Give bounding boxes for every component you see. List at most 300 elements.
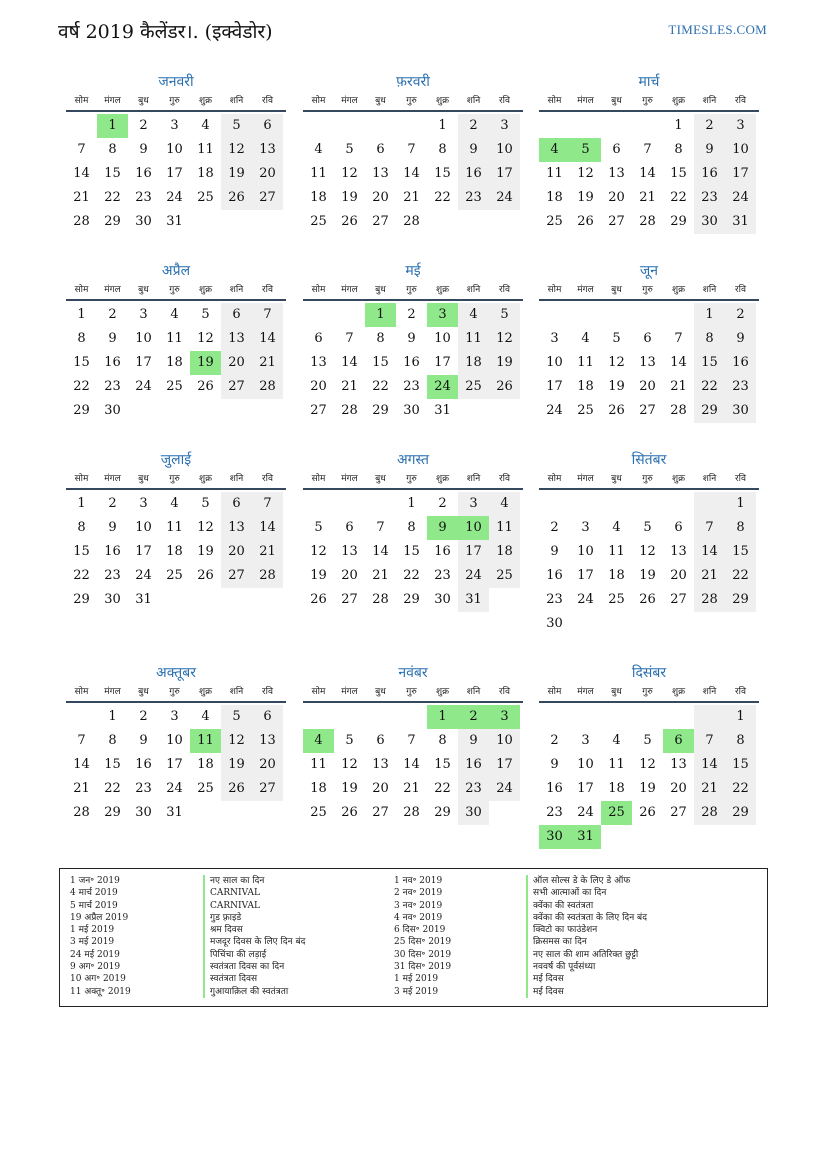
day-cell[interactable]: 23 xyxy=(135,781,152,796)
day-cell[interactable]: 28 xyxy=(694,588,725,612)
day-cell[interactable]: 28 xyxy=(73,805,90,820)
day-cell[interactable]: 14 xyxy=(252,516,283,540)
holiday-day-cell[interactable]: 25 xyxy=(601,801,632,825)
day-cell[interactable]: 11 xyxy=(577,355,594,370)
day-cell[interactable]: 5 xyxy=(201,496,210,511)
day-cell[interactable]: 18 xyxy=(166,355,183,370)
day-cell[interactable]: 6 xyxy=(612,142,621,157)
day-cell[interactable]: 26 xyxy=(639,805,656,820)
day-cell[interactable]: 22 xyxy=(670,190,687,205)
day-cell[interactable]: 28 xyxy=(403,214,420,229)
day-cell[interactable]: 15 xyxy=(403,544,420,559)
day-cell[interactable]: 1 xyxy=(725,705,756,729)
day-cell[interactable]: 3 xyxy=(139,307,148,322)
day-cell[interactable]: 4 xyxy=(489,492,520,516)
day-cell[interactable]: 9 xyxy=(458,138,489,162)
day-cell[interactable]: 6 xyxy=(221,303,252,327)
day-cell[interactable]: 2 xyxy=(407,307,416,322)
day-cell[interactable]: 18 xyxy=(608,781,625,796)
day-cell[interactable]: 25 xyxy=(310,214,327,229)
day-cell[interactable]: 20 xyxy=(639,379,656,394)
day-cell[interactable]: 8 xyxy=(674,142,683,157)
day-cell[interactable]: 19 xyxy=(341,190,358,205)
day-cell[interactable]: 13 xyxy=(341,544,358,559)
day-cell[interactable]: 31 xyxy=(135,592,152,607)
day-cell[interactable]: 13 xyxy=(310,355,327,370)
day-cell[interactable]: 11 xyxy=(489,516,520,540)
day-cell[interactable]: 30 xyxy=(546,616,563,631)
day-cell[interactable]: 17 xyxy=(135,544,152,559)
day-cell[interactable]: 27 xyxy=(252,186,283,210)
day-cell[interactable]: 27 xyxy=(372,214,389,229)
day-cell[interactable]: 18 xyxy=(608,568,625,583)
day-cell[interactable]: 19 xyxy=(639,781,656,796)
day-cell[interactable]: 26 xyxy=(489,375,520,399)
holiday-day-cell[interactable]: 9 xyxy=(427,516,458,540)
day-cell[interactable]: 7 xyxy=(77,142,86,157)
day-cell[interactable]: 19 xyxy=(639,568,656,583)
day-cell[interactable]: 29 xyxy=(372,403,389,418)
day-cell[interactable]: 13 xyxy=(221,327,252,351)
day-cell[interactable]: 3 xyxy=(581,520,590,535)
day-cell[interactable]: 10 xyxy=(166,733,183,748)
day-cell[interactable]: 25 xyxy=(166,568,183,583)
day-cell[interactable]: 20 xyxy=(670,781,687,796)
day-cell[interactable]: 22 xyxy=(104,190,121,205)
day-cell[interactable]: 25 xyxy=(166,379,183,394)
day-cell[interactable]: 20 xyxy=(341,568,358,583)
day-cell[interactable]: 16 xyxy=(135,166,152,181)
day-cell[interactable]: 16 xyxy=(694,162,725,186)
day-cell[interactable]: 5 xyxy=(345,142,354,157)
day-cell[interactable]: 2 xyxy=(694,114,725,138)
day-cell[interactable]: 17 xyxy=(434,355,451,370)
day-cell[interactable]: 16 xyxy=(546,781,563,796)
day-cell[interactable]: 11 xyxy=(166,331,183,346)
day-cell[interactable]: 24 xyxy=(577,805,594,820)
day-cell[interactable]: 13 xyxy=(372,166,389,181)
day-cell[interactable]: 9 xyxy=(407,331,416,346)
day-cell[interactable]: 15 xyxy=(73,544,90,559)
day-cell[interactable]: 23 xyxy=(135,190,152,205)
day-cell[interactable]: 22 xyxy=(434,781,451,796)
holiday-day-cell[interactable]: 30 xyxy=(539,825,570,849)
day-cell[interactable]: 9 xyxy=(725,327,756,351)
day-cell[interactable]: 11 xyxy=(166,520,183,535)
day-cell[interactable]: 25 xyxy=(546,214,563,229)
day-cell[interactable]: 1 xyxy=(407,496,416,511)
day-cell[interactable]: 1 xyxy=(108,709,117,724)
day-cell[interactable]: 20 xyxy=(252,753,283,777)
day-cell[interactable]: 7 xyxy=(376,520,385,535)
holiday-day-cell[interactable]: 3 xyxy=(427,303,458,327)
day-cell[interactable]: 4 xyxy=(314,142,323,157)
day-cell[interactable]: 8 xyxy=(438,142,447,157)
day-cell[interactable]: 14 xyxy=(372,544,389,559)
day-cell[interactable]: 12 xyxy=(221,138,252,162)
day-cell[interactable]: 28 xyxy=(372,592,389,607)
day-cell[interactable]: 30 xyxy=(135,214,152,229)
day-cell[interactable]: 28 xyxy=(252,564,283,588)
day-cell[interactable]: 7 xyxy=(77,733,86,748)
day-cell[interactable]: 25 xyxy=(577,403,594,418)
day-cell[interactable]: 10 xyxy=(489,138,520,162)
day-cell[interactable]: 28 xyxy=(73,214,90,229)
day-cell[interactable]: 24 xyxy=(546,403,563,418)
day-cell[interactable]: 27 xyxy=(252,777,283,801)
day-cell[interactable]: 19 xyxy=(608,379,625,394)
day-cell[interactable]: 22 xyxy=(694,375,725,399)
holiday-day-cell[interactable]: 3 xyxy=(489,705,520,729)
day-cell[interactable]: 12 xyxy=(341,757,358,772)
day-cell[interactable]: 21 xyxy=(403,781,420,796)
day-cell[interactable]: 19 xyxy=(221,162,252,186)
day-cell[interactable]: 10 xyxy=(725,138,756,162)
day-cell[interactable]: 17 xyxy=(546,379,563,394)
day-cell[interactable]: 27 xyxy=(372,805,389,820)
day-cell[interactable]: 30 xyxy=(403,403,420,418)
holiday-day-cell[interactable]: 1 xyxy=(97,114,128,138)
day-cell[interactable]: 26 xyxy=(310,592,327,607)
day-cell[interactable]: 10 xyxy=(135,331,152,346)
day-cell[interactable]: 8 xyxy=(108,733,117,748)
day-cell[interactable]: 2 xyxy=(438,496,447,511)
day-cell[interactable]: 4 xyxy=(201,709,210,724)
day-cell[interactable]: 7 xyxy=(252,492,283,516)
day-cell[interactable]: 16 xyxy=(135,757,152,772)
day-cell[interactable]: 28 xyxy=(403,805,420,820)
day-cell[interactable]: 24 xyxy=(489,777,520,801)
day-cell[interactable]: 13 xyxy=(252,138,283,162)
day-cell[interactable]: 16 xyxy=(104,355,121,370)
day-cell[interactable]: 8 xyxy=(108,142,117,157)
day-cell[interactable]: 12 xyxy=(341,166,358,181)
day-cell[interactable]: 29 xyxy=(104,214,121,229)
day-cell[interactable]: 7 xyxy=(345,331,354,346)
day-cell[interactable]: 12 xyxy=(577,166,594,181)
day-cell[interactable]: 11 xyxy=(458,327,489,351)
day-cell[interactable]: 16 xyxy=(458,753,489,777)
day-cell[interactable]: 24 xyxy=(166,781,183,796)
day-cell[interactable]: 29 xyxy=(73,592,90,607)
holiday-day-cell[interactable]: 5 xyxy=(570,138,601,162)
day-cell[interactable]: 1 xyxy=(674,118,683,133)
day-cell[interactable]: 24 xyxy=(135,379,152,394)
holiday-day-cell[interactable]: 31 xyxy=(570,825,601,849)
day-cell[interactable]: 19 xyxy=(489,351,520,375)
day-cell[interactable]: 9 xyxy=(694,138,725,162)
day-cell[interactable]: 16 xyxy=(725,351,756,375)
day-cell[interactable]: 2 xyxy=(139,709,148,724)
day-cell[interactable]: 3 xyxy=(458,492,489,516)
holiday-day-cell[interactable]: 11 xyxy=(190,729,221,753)
day-cell[interactable]: 26 xyxy=(197,568,214,583)
day-cell[interactable]: 21 xyxy=(639,190,656,205)
holiday-day-cell[interactable]: 10 xyxy=(458,516,489,540)
day-cell[interactable]: 5 xyxy=(345,733,354,748)
day-cell[interactable]: 8 xyxy=(438,733,447,748)
day-cell[interactable]: 10 xyxy=(577,757,594,772)
day-cell[interactable]: 17 xyxy=(166,757,183,772)
day-cell[interactable]: 8 xyxy=(77,520,86,535)
day-cell[interactable]: 17 xyxy=(489,753,520,777)
day-cell[interactable]: 18 xyxy=(197,757,214,772)
day-cell[interactable]: 21 xyxy=(252,540,283,564)
day-cell[interactable]: 12 xyxy=(639,757,656,772)
day-cell[interactable]: 25 xyxy=(197,781,214,796)
day-cell[interactable]: 17 xyxy=(725,162,756,186)
day-cell[interactable]: 27 xyxy=(670,592,687,607)
day-cell[interactable]: 9 xyxy=(139,733,148,748)
day-cell[interactable]: 7 xyxy=(407,733,416,748)
day-cell[interactable]: 23 xyxy=(725,375,756,399)
day-cell[interactable]: 7 xyxy=(674,331,683,346)
day-cell[interactable]: 7 xyxy=(643,142,652,157)
day-cell[interactable]: 27 xyxy=(639,403,656,418)
day-cell[interactable]: 19 xyxy=(197,544,214,559)
day-cell[interactable]: 8 xyxy=(694,327,725,351)
day-cell[interactable]: 28 xyxy=(639,214,656,229)
brand-link[interactable]: TIMESLES.COM xyxy=(668,22,767,37)
day-cell[interactable]: 15 xyxy=(725,753,756,777)
day-cell[interactable]: 7 xyxy=(694,516,725,540)
day-cell[interactable]: 12 xyxy=(221,729,252,753)
day-cell[interactable]: 18 xyxy=(458,351,489,375)
day-cell[interactable]: 13 xyxy=(608,166,625,181)
day-cell[interactable]: 5 xyxy=(643,733,652,748)
day-cell[interactable]: 20 xyxy=(608,190,625,205)
day-cell[interactable]: 3 xyxy=(725,114,756,138)
day-cell[interactable]: 8 xyxy=(407,520,416,535)
day-cell[interactable]: 20 xyxy=(310,379,327,394)
day-cell[interactable]: 23 xyxy=(546,592,563,607)
day-cell[interactable]: 6 xyxy=(221,492,252,516)
day-cell[interactable]: 25 xyxy=(608,592,625,607)
day-cell[interactable]: 14 xyxy=(403,166,420,181)
day-cell[interactable]: 11 xyxy=(546,166,563,181)
day-cell[interactable]: 29 xyxy=(725,801,756,825)
day-cell[interactable]: 28 xyxy=(694,801,725,825)
day-cell[interactable]: 23 xyxy=(104,379,121,394)
day-cell[interactable]: 13 xyxy=(670,757,687,772)
day-cell[interactable]: 3 xyxy=(170,709,179,724)
day-cell[interactable]: 17 xyxy=(577,781,594,796)
day-cell[interactable]: 23 xyxy=(434,568,451,583)
day-cell[interactable]: 4 xyxy=(581,331,590,346)
day-cell[interactable]: 18 xyxy=(546,190,563,205)
day-cell[interactable]: 29 xyxy=(104,805,121,820)
day-cell[interactable]: 25 xyxy=(458,375,489,399)
day-cell[interactable]: 12 xyxy=(639,544,656,559)
day-cell[interactable]: 22 xyxy=(434,190,451,205)
day-cell[interactable]: 6 xyxy=(643,331,652,346)
day-cell[interactable]: 17 xyxy=(489,162,520,186)
day-cell[interactable]: 23 xyxy=(694,186,725,210)
day-cell[interactable]: 10 xyxy=(434,331,451,346)
day-cell[interactable]: 15 xyxy=(372,355,389,370)
day-cell[interactable]: 8 xyxy=(725,516,756,540)
holiday-day-cell[interactable]: 4 xyxy=(303,729,334,753)
day-cell[interactable]: 14 xyxy=(73,757,90,772)
day-cell[interactable]: 3 xyxy=(550,331,559,346)
day-cell[interactable]: 14 xyxy=(341,355,358,370)
day-cell[interactable]: 21 xyxy=(403,190,420,205)
day-cell[interactable]: 10 xyxy=(546,355,563,370)
day-cell[interactable]: 4 xyxy=(612,733,621,748)
day-cell[interactable]: 20 xyxy=(372,781,389,796)
day-cell[interactable]: 16 xyxy=(403,355,420,370)
day-cell[interactable]: 22 xyxy=(73,568,90,583)
day-cell[interactable]: 15 xyxy=(725,540,756,564)
day-cell[interactable]: 19 xyxy=(310,568,327,583)
day-cell[interactable]: 3 xyxy=(170,118,179,133)
day-cell[interactable]: 9 xyxy=(458,729,489,753)
holiday-day-cell[interactable]: 6 xyxy=(663,729,694,753)
day-cell[interactable]: 14 xyxy=(694,753,725,777)
day-cell[interactable]: 31 xyxy=(166,214,183,229)
day-cell[interactable]: 2 xyxy=(550,520,559,535)
day-cell[interactable]: 7 xyxy=(252,303,283,327)
day-cell[interactable]: 22 xyxy=(725,564,756,588)
day-cell[interactable]: 23 xyxy=(458,777,489,801)
day-cell[interactable]: 6 xyxy=(252,705,283,729)
day-cell[interactable]: 11 xyxy=(310,757,327,772)
day-cell[interactable]: 2 xyxy=(550,733,559,748)
day-cell[interactable]: 28 xyxy=(670,403,687,418)
day-cell[interactable]: 15 xyxy=(104,757,121,772)
day-cell[interactable]: 10 xyxy=(166,142,183,157)
day-cell[interactable]: 26 xyxy=(639,592,656,607)
holiday-day-cell[interactable]: 1 xyxy=(365,303,396,327)
day-cell[interactable]: 4 xyxy=(170,307,179,322)
day-cell[interactable]: 11 xyxy=(608,544,625,559)
day-cell[interactable]: 26 xyxy=(341,214,358,229)
day-cell[interactable]: 13 xyxy=(372,757,389,772)
day-cell[interactable]: 28 xyxy=(252,375,283,399)
day-cell[interactable]: 14 xyxy=(252,327,283,351)
day-cell[interactable]: 27 xyxy=(608,214,625,229)
day-cell[interactable]: 27 xyxy=(221,375,252,399)
day-cell[interactable]: 11 xyxy=(608,757,625,772)
day-cell[interactable]: 11 xyxy=(310,166,327,181)
day-cell[interactable]: 15 xyxy=(73,355,90,370)
day-cell[interactable]: 18 xyxy=(166,544,183,559)
day-cell[interactable]: 27 xyxy=(341,592,358,607)
day-cell[interactable]: 19 xyxy=(577,190,594,205)
day-cell[interactable]: 9 xyxy=(139,142,148,157)
day-cell[interactable]: 15 xyxy=(104,166,121,181)
day-cell[interactable]: 30 xyxy=(434,592,451,607)
day-cell[interactable]: 1 xyxy=(725,492,756,516)
day-cell[interactable]: 5 xyxy=(643,520,652,535)
day-cell[interactable]: 25 xyxy=(310,805,327,820)
day-cell[interactable]: 5 xyxy=(221,114,252,138)
day-cell[interactable]: 14 xyxy=(694,540,725,564)
day-cell[interactable]: 28 xyxy=(341,403,358,418)
day-cell[interactable]: 5 xyxy=(612,331,621,346)
day-cell[interactable]: 5 xyxy=(489,303,520,327)
day-cell[interactable]: 6 xyxy=(674,520,683,535)
day-cell[interactable]: 25 xyxy=(197,190,214,205)
holiday-day-cell[interactable]: 4 xyxy=(539,138,570,162)
day-cell[interactable]: 21 xyxy=(372,568,389,583)
day-cell[interactable]: 21 xyxy=(73,190,90,205)
day-cell[interactable]: 6 xyxy=(345,520,354,535)
day-cell[interactable]: 17 xyxy=(458,540,489,564)
day-cell[interactable]: 22 xyxy=(372,379,389,394)
day-cell[interactable]: 20 xyxy=(252,162,283,186)
day-cell[interactable]: 24 xyxy=(489,186,520,210)
day-cell[interactable]: 14 xyxy=(639,166,656,181)
day-cell[interactable]: 18 xyxy=(489,540,520,564)
day-cell[interactable]: 23 xyxy=(458,186,489,210)
day-cell[interactable]: 18 xyxy=(310,781,327,796)
day-cell[interactable]: 1 xyxy=(77,307,86,322)
day-cell[interactable]: 11 xyxy=(197,142,214,157)
day-cell[interactable]: 30 xyxy=(694,210,725,234)
day-cell[interactable]: 12 xyxy=(608,355,625,370)
day-cell[interactable]: 25 xyxy=(489,564,520,588)
day-cell[interactable]: 6 xyxy=(314,331,323,346)
day-cell[interactable]: 15 xyxy=(694,351,725,375)
day-cell[interactable]: 16 xyxy=(434,544,451,559)
day-cell[interactable]: 13 xyxy=(639,355,656,370)
holiday-day-cell[interactable]: 2 xyxy=(458,705,489,729)
day-cell[interactable]: 3 xyxy=(581,733,590,748)
day-cell[interactable]: 22 xyxy=(104,781,121,796)
day-cell[interactable]: 12 xyxy=(489,327,520,351)
day-cell[interactable]: 23 xyxy=(546,805,563,820)
day-cell[interactable]: 31 xyxy=(434,403,451,418)
day-cell[interactable]: 29 xyxy=(403,592,420,607)
day-cell[interactable]: 3 xyxy=(489,114,520,138)
day-cell[interactable]: 21 xyxy=(670,379,687,394)
day-cell[interactable]: 2 xyxy=(108,496,117,511)
day-cell[interactable]: 24 xyxy=(458,564,489,588)
day-cell[interactable]: 1 xyxy=(694,303,725,327)
day-cell[interactable]: 21 xyxy=(73,781,90,796)
holiday-day-cell[interactable]: 19 xyxy=(190,351,221,375)
day-cell[interactable]: 21 xyxy=(341,379,358,394)
day-cell[interactable]: 7 xyxy=(694,729,725,753)
day-cell[interactable]: 7 xyxy=(407,142,416,157)
day-cell[interactable]: 20 xyxy=(221,540,252,564)
day-cell[interactable]: 22 xyxy=(73,379,90,394)
day-cell[interactable]: 8 xyxy=(77,331,86,346)
day-cell[interactable]: 18 xyxy=(577,379,594,394)
day-cell[interactable]: 16 xyxy=(546,568,563,583)
day-cell[interactable]: 20 xyxy=(670,568,687,583)
day-cell[interactable]: 21 xyxy=(694,777,725,801)
day-cell[interactable]: 9 xyxy=(108,520,117,535)
day-cell[interactable]: 9 xyxy=(108,331,117,346)
day-cell[interactable]: 18 xyxy=(197,166,214,181)
day-cell[interactable]: 31 xyxy=(725,210,756,234)
day-cell[interactable]: 13 xyxy=(252,729,283,753)
day-cell[interactable]: 14 xyxy=(403,757,420,772)
day-cell[interactable]: 5 xyxy=(314,520,323,535)
day-cell[interactable]: 6 xyxy=(376,733,385,748)
day-cell[interactable]: 31 xyxy=(166,805,183,820)
day-cell[interactable]: 26 xyxy=(197,379,214,394)
day-cell[interactable]: 17 xyxy=(166,166,183,181)
day-cell[interactable]: 18 xyxy=(310,190,327,205)
day-cell[interactable]: 14 xyxy=(670,355,687,370)
day-cell[interactable]: 3 xyxy=(139,496,148,511)
day-cell[interactable]: 15 xyxy=(670,166,687,181)
day-cell[interactable]: 12 xyxy=(197,331,214,346)
day-cell[interactable]: 6 xyxy=(252,114,283,138)
